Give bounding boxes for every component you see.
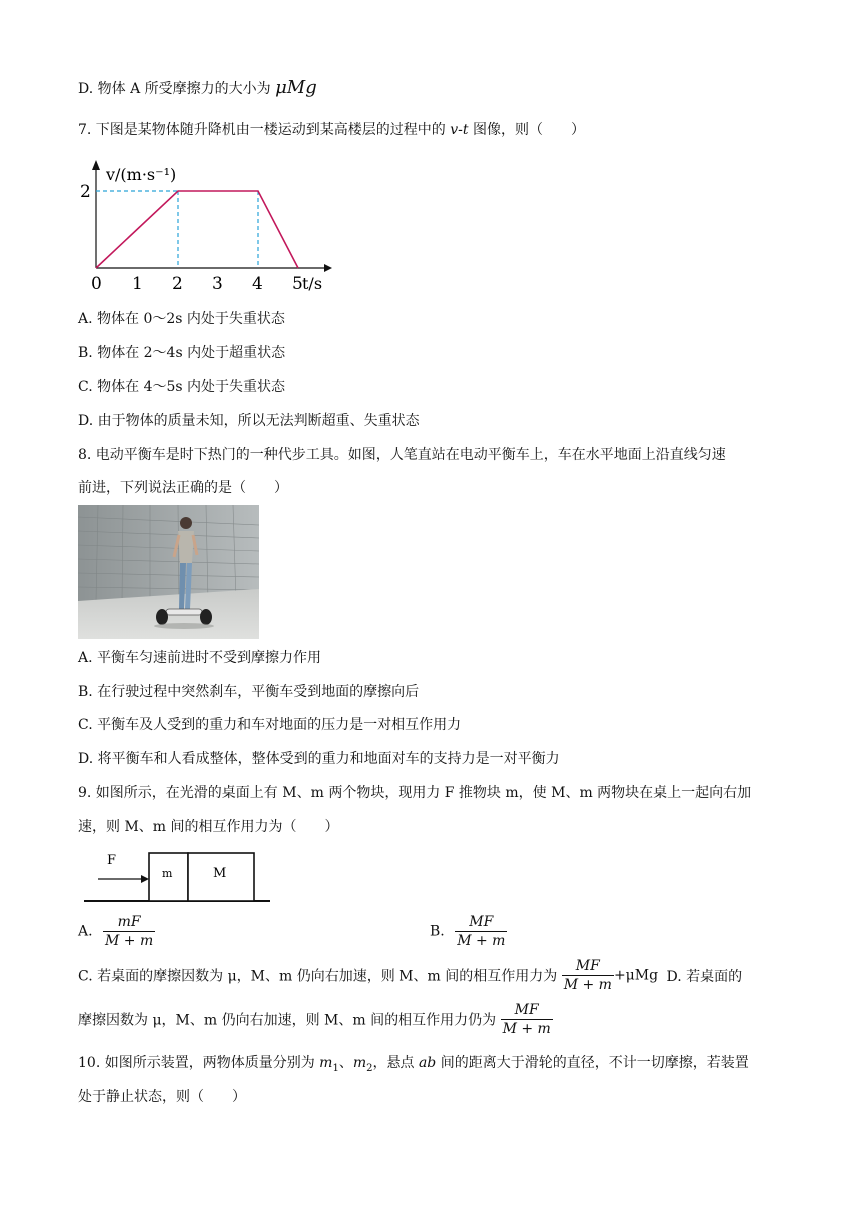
- q9-option-c-fraction: [562, 958, 614, 993]
- q8-option-d: D. 将平衡车和人看成整体，整体受到的重力和地面对车的支持力是一对平衡力: [78, 751, 560, 767]
- q9-option-c: [78, 958, 742, 993]
- q9-option-b: [430, 914, 507, 949]
- q7-stem-b: 图像，则（ ）: [468, 122, 585, 138]
- q6-option-d-text: D. 物体 A 所受摩擦力的大小为: [78, 81, 271, 97]
- q6-option-d: [78, 78, 317, 99]
- q10-m2-sub: 2: [366, 1062, 373, 1074]
- fraction-denominator: M + m: [105, 933, 154, 949]
- person-head: [180, 517, 192, 529]
- fraction-denominator: M + m: [457, 933, 506, 949]
- q9-option-d-fraction: [501, 1002, 553, 1037]
- q8-option-a: A. 平衡车匀速前进时不受到摩擦力作用: [78, 650, 322, 666]
- block-m-label: m: [162, 867, 173, 880]
- q10-stem-line1: [78, 1053, 749, 1079]
- q10-stem-b: ，悬点: [372, 1055, 419, 1071]
- q10-m1-sub: 1: [332, 1062, 339, 1074]
- q9-option-c-tail: +μMg: [613, 967, 659, 984]
- x-axis-label: t/s: [302, 274, 323, 293]
- x-axis-arrow-icon: [324, 264, 332, 272]
- fraction-numerator: MF: [501, 1002, 553, 1020]
- q8-stem-line2: 前进，下列说法正确的是（ ）: [78, 480, 288, 496]
- y-axis-label: v/(m·s⁻¹): [106, 165, 177, 184]
- q10-stem-line2: 处于静止状态，则（ ）: [78, 1089, 246, 1105]
- q7-vt-graph: [74, 158, 344, 298]
- q6-option-d-formula: μMg: [275, 77, 317, 98]
- q7-stem: [78, 120, 585, 140]
- q9-option-a: [78, 914, 155, 949]
- q9-option-d-head: D. 若桌面的: [666, 968, 743, 985]
- q7-option-d: D. 由于物体的质量未知，所以无法判断超重、失重状态: [78, 413, 420, 429]
- wheel-right-icon: [200, 609, 212, 625]
- q10-sep: 、: [338, 1055, 353, 1071]
- person-shirt: [178, 531, 194, 563]
- x-tick-2: 2: [172, 274, 183, 294]
- q9-option-d-text: 摩擦因数为 μ，M、m 仍向右加速，则 M、m 间的相互作用力仍为: [78, 1012, 497, 1029]
- q8-balance-car-photo: [78, 505, 259, 639]
- x-tick-3: 3: [212, 274, 223, 294]
- q9-block-diagram: [84, 848, 274, 908]
- q7-option-a: A. 物体在 0～2s 内处于失重状态: [78, 311, 285, 327]
- fraction-denominator: M + m: [563, 977, 612, 993]
- fraction-numerator: MF: [562, 958, 614, 976]
- q10-ab: ab: [418, 1055, 437, 1071]
- x-tick-4: 4: [252, 274, 263, 294]
- q9-option-a-fraction: [103, 914, 155, 949]
- y-axis-arrow-icon: [92, 160, 100, 170]
- q9-option-b-label: B.: [430, 923, 445, 940]
- force-arrow-icon: [141, 875, 149, 883]
- force-label: F: [107, 853, 117, 868]
- q9-option-d: [78, 1002, 553, 1037]
- q9-stem-line1: 9. 如图所示，在光滑的桌面上有 M、m 两个物块，现用力 F 推物块 m，使 M、m 两物块在桌上一起向右加: [78, 785, 752, 801]
- q10-stem-a: 10. 如图所示装置，两物体质量分别为: [78, 1055, 320, 1071]
- q7-option-c: C. 物体在 4～5s 内处于失重状态: [78, 379, 286, 395]
- q9-stem-line2: 速，则 M、m 间的相互作用力为（ ）: [78, 819, 339, 835]
- fraction-numerator: mF: [103, 914, 155, 932]
- q10-m1: m: [319, 1055, 333, 1071]
- q7-option-b: B. 物体在 2～4s 内处于超重状态: [78, 345, 286, 361]
- x-tick-0: 0: [91, 274, 102, 294]
- q9-option-a-label: A.: [78, 923, 93, 940]
- q7-stem-vt: v-t: [450, 122, 469, 138]
- q8-option-c: C. 平衡车及人受到的重力和车对地面的压力是一对相互作用力: [78, 717, 462, 733]
- q9-option-c-text: C. 若桌面的摩擦因数为 μ，M、m 仍向右加速，则 M、m 间的相互作用力为: [78, 968, 558, 985]
- x-tick-5: 5: [292, 274, 303, 294]
- balance-car-body: [166, 609, 202, 615]
- q9-option-b-fraction: [455, 914, 507, 949]
- fraction-denominator: M + m: [502, 1021, 551, 1037]
- fraction-numerator: MF: [455, 914, 507, 932]
- q8-option-b: B. 在行驶过程中突然刹车，平衡车受到地面的摩擦向后: [78, 684, 420, 700]
- wheel-left-icon: [156, 609, 168, 625]
- q8-stem-line1: 8. 电动平衡车是时下热门的一种代步工具。如图，人笔直站在电动平衡车上，车在水平地面上沿直线匀速: [78, 447, 726, 463]
- y-tick-2: 2: [80, 182, 91, 202]
- x-tick-1: 1: [132, 274, 143, 294]
- block-M-label: M: [213, 866, 227, 881]
- q10-stem-c: 间的距离大于滑轮的直径，不计一切摩擦，若装置: [436, 1055, 749, 1071]
- q10-m2: m: [352, 1055, 367, 1071]
- velocity-line: [96, 191, 298, 268]
- q7-stem-a: 7. 下图是某物体随升降机由一楼运动到某高楼层的过程中的: [78, 122, 451, 138]
